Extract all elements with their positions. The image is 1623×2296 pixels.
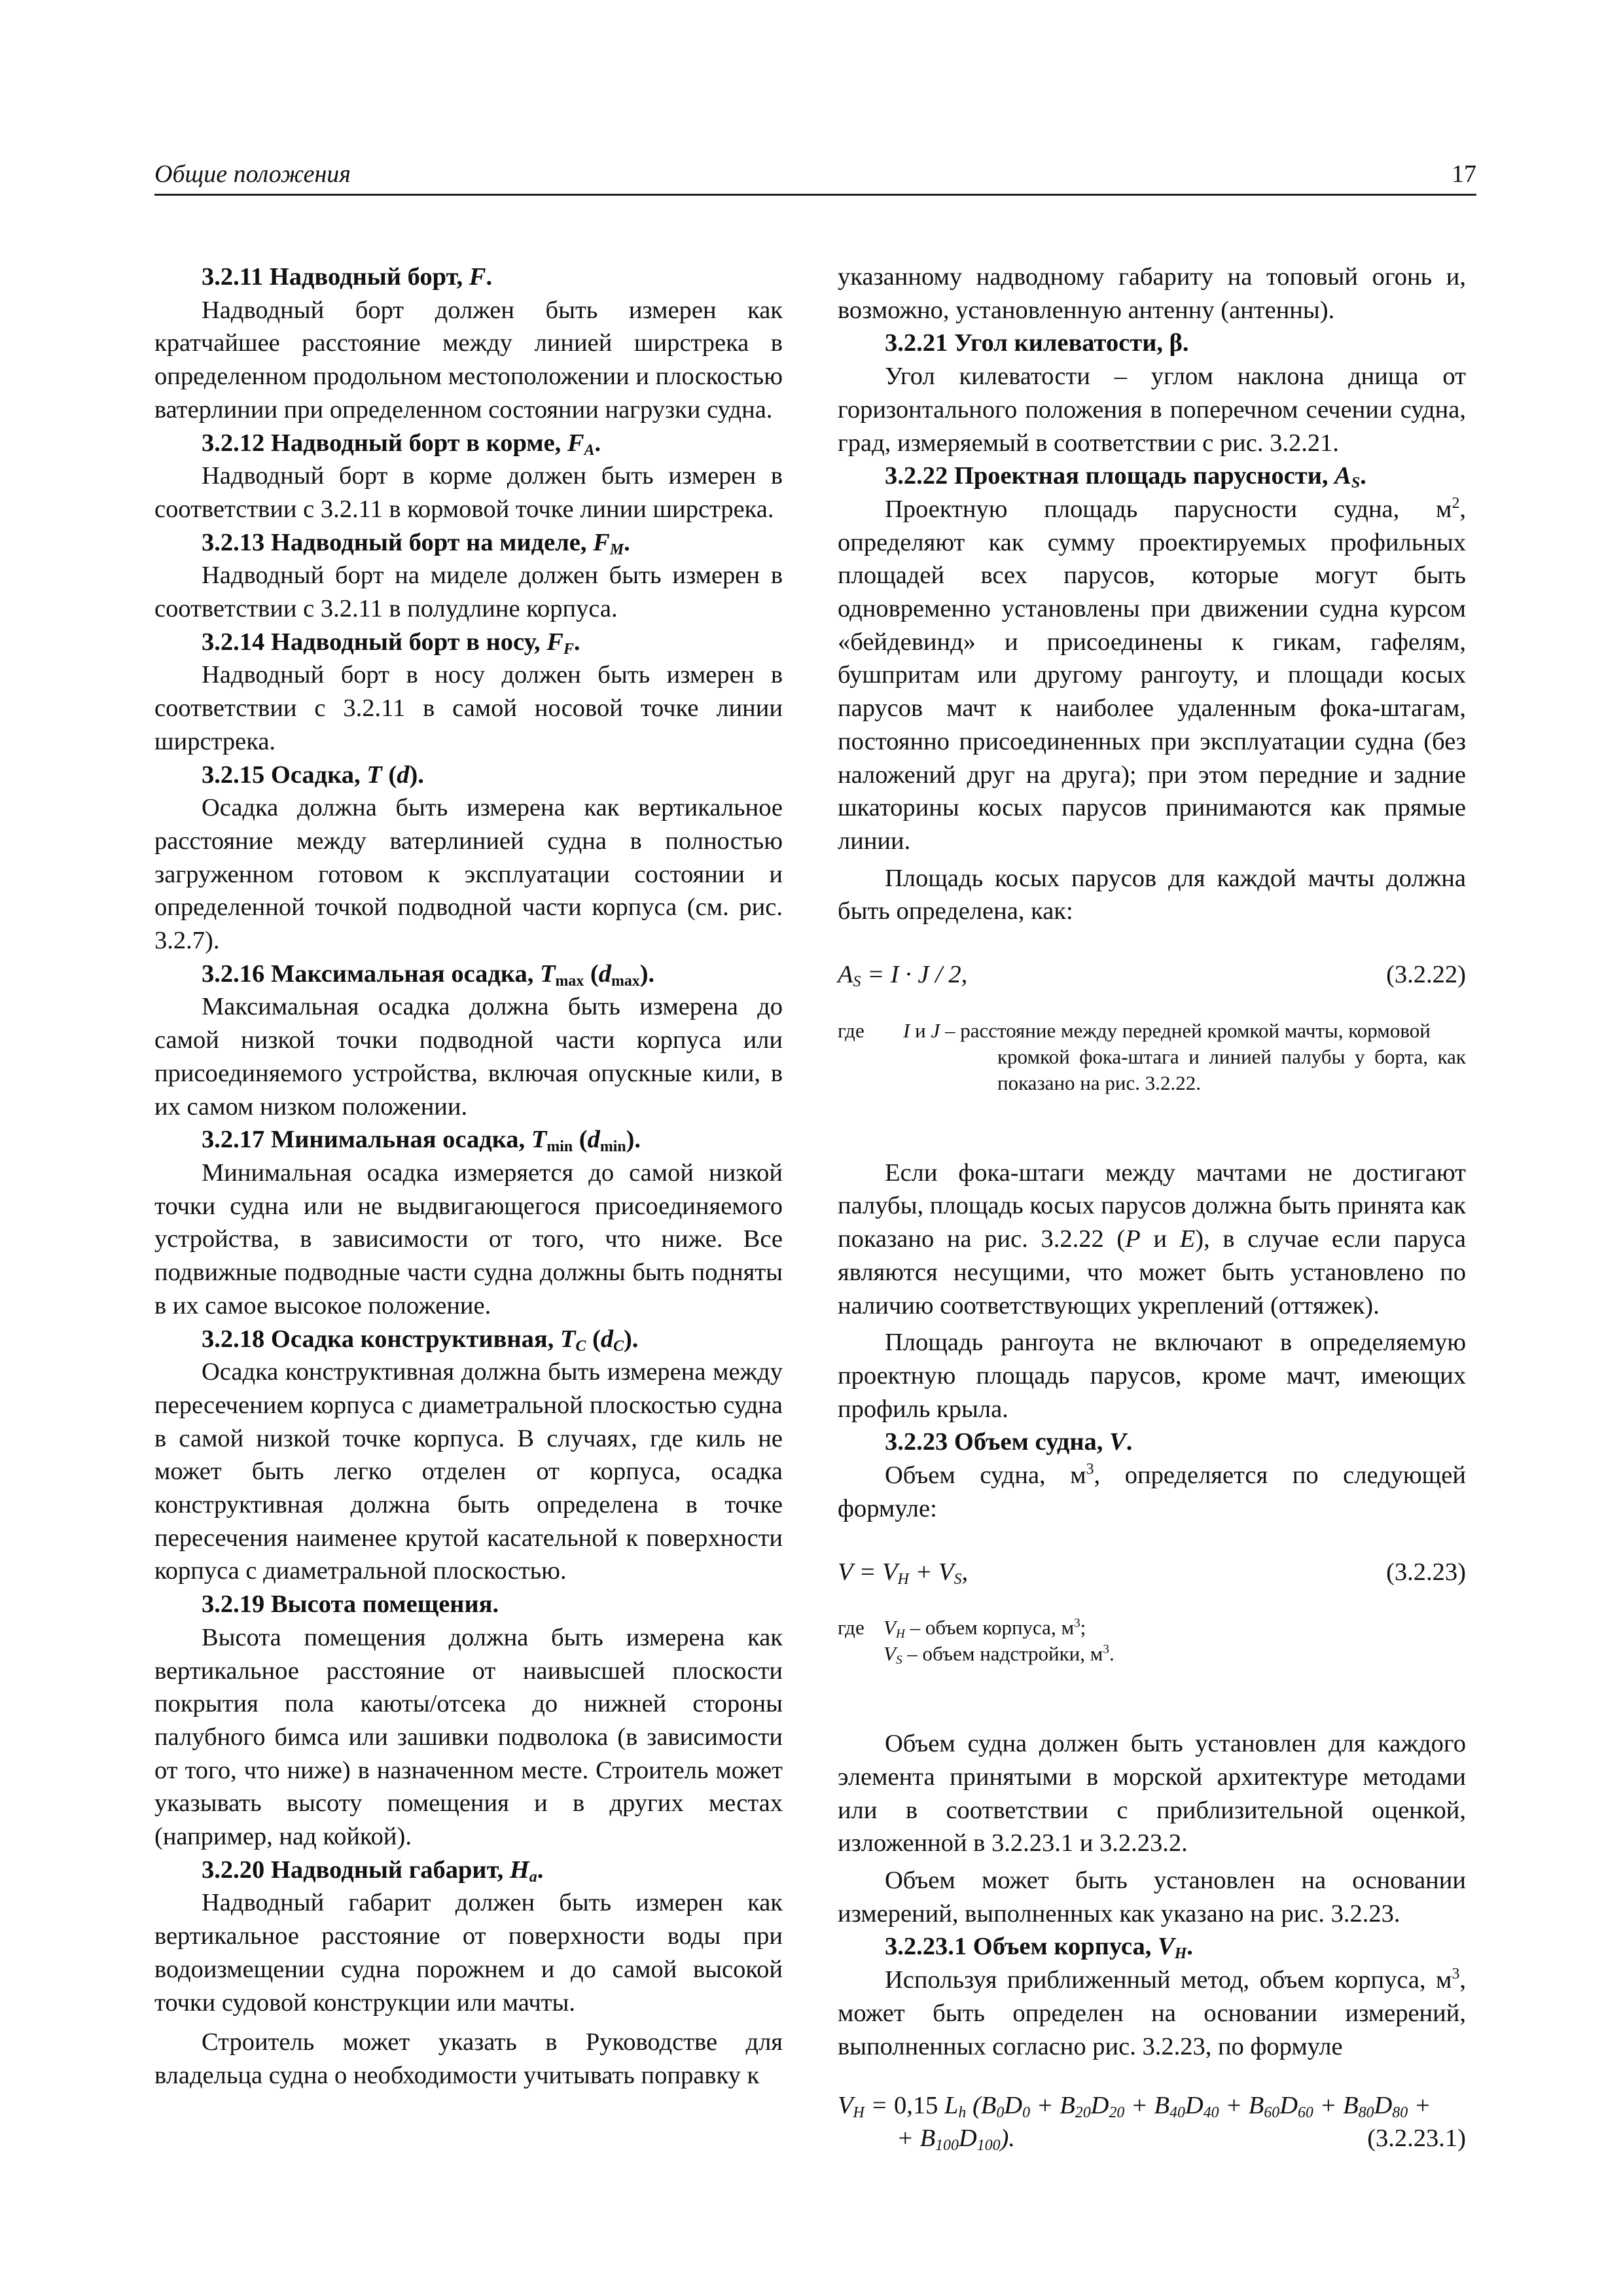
paragraph: Если фока-штаги между мачтами не достигают палубы, площадь косых парусов должна быть принята как показано на рис. 3.2.22 (P и E), в случае если паруса являются несущими, что может быть установлено по наличию соответствующих укреплений (оттяжек). xyxy=(838,1158,1467,1319)
paragraph: Осадка должна быть измерена как вертикальное расстояние между ватерлинией судна в полностью загруженном готовом к эксплуатации состоянии и определенной точкой подводной части корпуса (см. рис. 3.2.7). xyxy=(154,794,783,955)
section-heading: 3.2.21 Угол килеватости, β. xyxy=(885,329,1189,357)
paragraph: Надводный габарит должен быть измерен как вертикальное расстояние от поверхности воды при водоизмещении судна порожнем и до самой высокой точки судовой конструкции или мачты. xyxy=(154,1889,783,2017)
section-heading: 3.2.23 Объем судна, V. xyxy=(885,1428,1133,1456)
section-heading: 3.2.14 Надводный борт в носу, $F_F$. xyxy=(202,628,580,658)
section-heading: 3.2.22 Проектная площадь парусности, $A_S$. xyxy=(885,462,1366,492)
paragraph: Минимальная осадка измеряется до самой низкой точки судна или не выдвигающегося присоединяемого устройства, в зависимости от того, что ниже. Все подвижные подводные части судна должны быть подняты в их самое высокое положение. xyxy=(154,1158,783,1319)
right-column xyxy=(838,260,1466,2161)
formula-number: (3.2.22) xyxy=(1386,961,1466,989)
section-heading: 3.2.17 Минимальная осадка, $T_{min}$ $(d_{min})$. xyxy=(202,1126,641,1156)
paragraph: Объем может быть установлен на основании измерений, выполненных как указано на рис. 3.2.23. xyxy=(838,1867,1466,1928)
paragraph: Используя приближенный метод, объем корпуса, $м^3$, может быть определен на основании измерений, выполненных согласно рис. 3.2.23, по формуле xyxy=(838,1965,1466,2060)
section-heading: 3.2.16 Максимальная осадка, $T_{max}$ $(d_{max})$. xyxy=(202,960,655,990)
section-heading: 3.2.19 Высота помещения. xyxy=(202,1590,499,1619)
paragraph: Площадь косых парусов для каждой мачты должна быть определена, как: xyxy=(838,864,1466,925)
paragraph: Объем судна должен быть установлен для каждого элемента принятыми в морской архитектуре методами или в соответствии с приблизительной оценкой, изложенной в 3.2.23.1 и 3.2.23.2. xyxy=(838,1730,1466,1857)
paragraph: Надводный борт должен быть измерен как кратчайшее расстояние между линией ширстрека в определенном продольном местоположении и плоскостью ватерлинии при определенном состоянии нагрузки судна. xyxy=(154,296,783,423)
section-heading: 3.2.13 Надводный борт на миделе, $F_M$. xyxy=(202,528,630,558)
page-header xyxy=(154,154,1476,196)
paragraph: Максимальная осадка должна быть измерена до самой низкой точки подводной части корпуса или присоединяемого устройства, включая опускные кили, в их самом низком положении. xyxy=(154,993,783,1121)
formula-3-2-23-1 xyxy=(838,2089,1466,2161)
formula-legend: где I и J – расстояние между передней кромкой мачты, кормовой кромкой фока-штага и линией палубы у борта, как показано на рис. 3.2.22. xyxy=(838,1018,1466,1094)
paragraph: Осадка конструктивная должна быть измерена между пересечением корпуса с диаметральной плоскостью судна в самой низкой точке корпуса. В случаях, где киль не может быть легко отделен от корпуса, осадка конструктивная должна быть определена в точке пересечения наименее крутой касательной к поверхности корпуса с диаметральной плоскостью. xyxy=(154,1358,783,1585)
paragraph: Угол килеватости – углом наклона днища от горизонтального положения в поперечном сечении судна, град, измеряемый в соответствии с рис. 3.2.21. xyxy=(838,363,1466,457)
paragraph: указанному надводному габариту на топовый огонь и, возможно, установленную антенну (антенны). xyxy=(838,263,1466,324)
formula-number: (3.2.23) xyxy=(1386,1558,1466,1586)
section-heading: 3.2.18 Осадка конструктивная, $T_C$ $(d_C)$. xyxy=(202,1325,639,1355)
paragraph: Проектную площадь парусности судна, $м^2$, определяют как сумму проектируемых профильных площадей всех парусов, которые могут быть одновременно установлены при движении судна курсом «бейдевинд» и присоединены к гикам, гафелям, бушпритам или другому рангоуту, и площади косых парусов мачт к наиболее удаленным фока-штагам, постоянно присоединенных при эксплуатации судна (без наложений друг на друга); при этом передние и задние шкаторины косых парусов принимаются как прямые линии. xyxy=(838,495,1466,855)
paragraph: Надводный борт в корме должен быть измерен в соответствии с 3.2.11 в кормовой точке линии ширстрека. xyxy=(154,462,783,523)
formula-expression: $V = V_H + V_S$, xyxy=(838,1558,969,1588)
section-heading: 3.2.23.1 Объем корпуса, $V_H$. xyxy=(885,1933,1193,1963)
section-heading: 3.2.15 Осадка, T (d). xyxy=(202,761,424,789)
formula-3-2-23 xyxy=(838,1556,1466,1589)
paragraph: Надводный борт в носу должен быть измерен в соответствии с 3.2.11 в самой носовой точке линии ширстрека. xyxy=(154,661,783,755)
page-number: 17 xyxy=(1452,160,1476,188)
formula-expression: $A_S = I \cdot J / 2$, xyxy=(838,961,968,991)
formula-number: (3.2.23.1) xyxy=(1367,2125,1466,2153)
paragraph: Высота помещения должна быть измерена как вертикальное расстояние от наивысшей плоскости покрытия пола каюты/отсека до нижней стороны палубного бимса или зашивки подволока (в зависимости от того, что ниже) в назначенном месте. Строитель может указывать высоту помещения и в других местах (например, над койкой). xyxy=(154,1623,783,1851)
formula-expression-line-2: + $B_{100}D_{100}$). xyxy=(897,2125,1015,2155)
formula-expression-line-1: $V_H = 0,15$ $L_h$ ($B_0D_0 + B_{20}D_{20} + B_{40}D_{40} + B_{60}D_{60} + B_{80}D_{80}$ + xyxy=(838,2092,1431,2122)
paragraph: Строитель может указать в Руководстве для владельца судна о необходимости учитывать поправку к xyxy=(154,2028,783,2089)
section-heading: 3.2.12 Надводный борт в корме, $F_A$. xyxy=(202,429,601,459)
left-column xyxy=(154,260,783,2092)
paragraph: Площадь рангоута не включают в определяемую проектную площадь парусов, кроме мачт, имеющих профиль крыла. xyxy=(838,1329,1466,1423)
paragraph: Объем судна, $м^3$, определяется по следующей формуле: xyxy=(838,1461,1467,1522)
section-heading: 3.2.11 Надводный борт, F. xyxy=(202,263,493,291)
section-heading: 3.2.20 Надводный габарит, $H_a$. xyxy=(202,1856,544,1886)
formula-3-2-22 xyxy=(838,958,1466,992)
running-title: Общие положения xyxy=(154,160,351,188)
formula-legend: где $V_H$ – объем корпуса, $м^3$; $V_S$ – объем надстройки, $м^3$. xyxy=(838,1616,1115,1667)
paragraph: Надводный борт на миделе должен быть измерен в соответствии с 3.2.11 в полудлине корпуса. xyxy=(154,562,783,623)
